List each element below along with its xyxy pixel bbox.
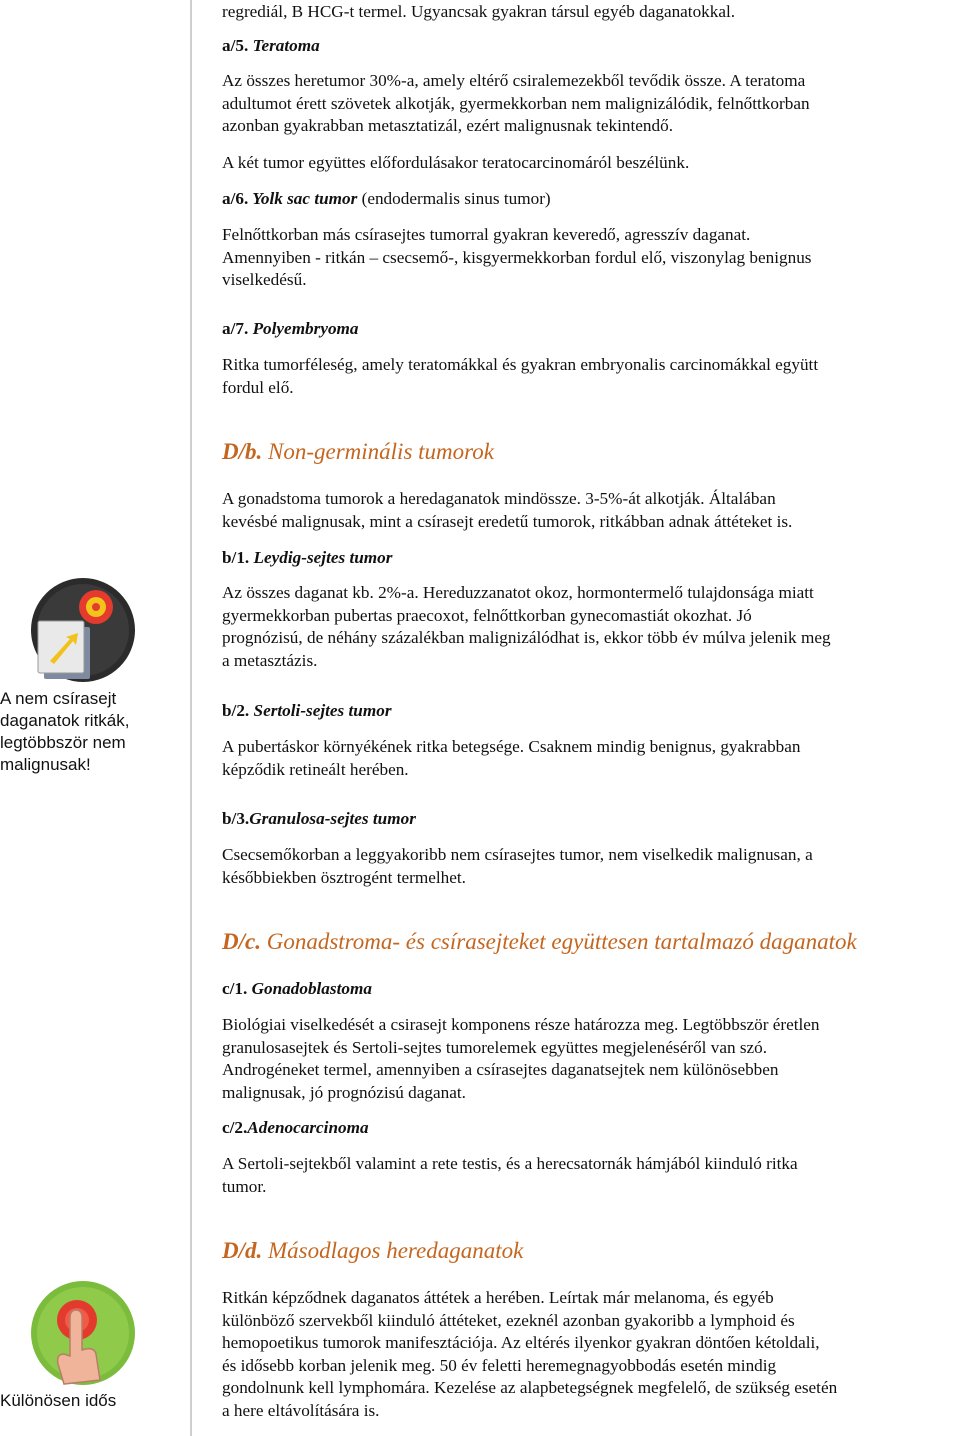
text-line: a here eltávolítására is. [222, 1400, 380, 1420]
section-heading-a6 [222, 188, 551, 211]
paragraph [222, 488, 957, 533]
paragraph [222, 1287, 957, 1423]
heading-title: Yolk sac tumor [252, 189, 358, 208]
heading-title: Gonadoblastoma [251, 979, 372, 998]
paragraph [222, 1014, 957, 1104]
finger-press-icon [30, 1280, 136, 1386]
text-line: azonban gyakrabban metasztatizál, ezért malignusnak tekintendő. [222, 116, 673, 136]
heading-title: Teratoma [252, 36, 320, 55]
text-line: A pubertáskor környékének ritka betegsége. Csaknem mindig benignus, gyakrabban [222, 737, 801, 756]
text-line: különböző szervekből kiinduló áttéteket, ezeknél azonban gyakoribb a lymphoid és [222, 1310, 795, 1330]
section-heading-c1 [222, 978, 372, 1001]
text-line: Ritkán képződnek daganatos áttétek a herében. Leírtak már melanoma, és egyéb [222, 1288, 774, 1307]
note-line: A nem csírasejt [0, 689, 117, 708]
text-line: Amennyiben - ritkán – csecsemő-, kisgyermekkorban fordul elő, viszonylag benignus [222, 247, 812, 267]
section-heading-b2 [222, 700, 392, 723]
paragraph [222, 1153, 957, 1198]
sidebar-note-1 [0, 688, 185, 776]
text-line: prognózisú, de néhány százalékban malignizálódhat is, ekkor több év múlva jelenik meg [222, 628, 831, 648]
text-line: Az összes heretumor 30%-a, amely eltérő csiralemezekből tevődik össze. A teratoma [222, 71, 806, 90]
heading-prefix: D/d. [222, 1238, 263, 1263]
text-line: adultumot érett szövetek alkotják, gyermekkorban nem malignizálódik, felnőttkorban [222, 93, 810, 113]
text-line: fordul elő. [222, 377, 294, 397]
section-heading-b1 [222, 547, 392, 570]
text-line: A Sertoli-sejtekből valamint a rete testis, és a herecsatornák hámjából kiinduló ritka [222, 1154, 798, 1173]
text-line: Felnőttkorban más csírasejtes tumorral gyakran keveredő, agresszív daganat. [222, 225, 751, 244]
sidebar [0, 0, 190, 1436]
heading-prefix: a/7. [222, 319, 249, 338]
note-line: legtöbbször nem [0, 733, 126, 752]
section-heading-dc [222, 928, 857, 956]
heading-prefix: D/b. [222, 439, 263, 464]
vertical-divider [190, 0, 192, 1436]
heading-title: Granulosa-sejtes tumor [249, 809, 416, 828]
section-heading-a5 [222, 35, 320, 58]
paragraph [222, 70, 957, 138]
heading-title: Sertoli-sejtes tumor [253, 701, 392, 720]
text-line: Biológiai viselkedését a csirasejt komponens része határozza meg. Legtöbbször éretlen [222, 1015, 820, 1034]
section-heading-db [222, 438, 494, 466]
heading-prefix: b/2. [222, 701, 250, 720]
heading-prefix: b/3. [222, 809, 250, 828]
section-heading-a7 [222, 318, 359, 341]
heading-prefix: c/1. [222, 979, 248, 998]
heading-title: Non-germinális tumorok [268, 439, 494, 464]
text-line: Ritka tumorféleség, amely teratomákkal és gyakran embryonalis carcinomákkal együtt [222, 355, 819, 374]
heading-prefix: a/5. [222, 36, 249, 55]
text-line: a metasztázis. [222, 650, 318, 670]
text-line: Az összes daganat kb. 2%-a. Hereduzzanatot okoz, hormontermelő tulajdonsága miatt [222, 583, 814, 602]
text-line: későbbiekben ösztrogént termelhet. [222, 867, 466, 887]
text-line: malignusak, jó prognózisú daganat. [222, 1082, 466, 1102]
text-line: és idősebb korban jelenik meg. 50 év feletti heremegnagyobbodás esetén mindig [222, 1355, 777, 1375]
text-line: viselkedésű. [222, 270, 307, 290]
text-line: Androgéneket termel, amennyiben a csírasejtes daganatsejtek nem különösebben [222, 1060, 779, 1080]
note-line: malignusak! [0, 755, 91, 774]
heading-prefix: c/2. [222, 1118, 248, 1137]
heading-title: Polyembryoma [252, 319, 359, 338]
note-line: daganatok ritkák, [0, 711, 130, 730]
heading-prefix: b/1. [222, 548, 250, 567]
text-line: A gonadstoma tumorok a heredaganatok mindössze. 3-5%-át alkotják. Általában [222, 489, 776, 508]
paragraph [222, 354, 957, 399]
text-line: hemopoetikus tumorok manifesztációja. Az eltérés ilyenkor gyakran döntően kétoldali, [222, 1333, 820, 1353]
intro-paragraph: regrediál, B HCG-t termel. Ugyancsak gyakran társul egyéb daganatokkal. [222, 2, 736, 21]
text-line: gondolnunk kell lymphomára. Kezelése az alapbetegségnek megfelelő, de szükség esetén [222, 1378, 838, 1398]
text-line: kevésbé malignusak, mint a csírasejt eredetű tumorok, ritkábban adnak áttéteket is. [222, 511, 793, 531]
heading-title: Gonadstroma- és csírasejteket együttesen tartalmazó daganatok [266, 929, 857, 954]
heading-title: Leydig-sejtes tumor [253, 548, 393, 567]
paragraph [222, 844, 957, 889]
pointer-target-icon [30, 577, 136, 683]
section-heading-c2 [222, 1117, 369, 1140]
heading-title: Adenocarcinoma [247, 1118, 369, 1137]
text-line: gyermekkorban pubertas praecoxot, felnőttkorban gynecomastiát okozhat. Jó [222, 605, 752, 625]
text-line: képződik retineált herében. [222, 759, 409, 779]
heading-suffix: (endodermalis sinus tumor) [357, 189, 551, 208]
section-heading-b3 [222, 808, 416, 831]
heading-prefix: D/c. [222, 929, 261, 954]
heading-title: Másodlagos heredaganatok [268, 1238, 524, 1263]
heading-prefix: a/6. [222, 189, 249, 208]
text-line: tumor. [222, 1176, 267, 1196]
paragraph [222, 736, 957, 781]
text-line: Csecsemőkorban a leggyakoribb nem csírasejtes tumor, nem viselkedik malignusan, a [222, 845, 813, 864]
paragraph: A két tumor együttes előfordulásakor teratocarcinomáról beszélünk. [222, 153, 690, 172]
section-heading-dd [222, 1237, 523, 1265]
paragraph [222, 582, 957, 672]
paragraph [222, 224, 957, 292]
sidebar-note-2: Különösen idős [0, 1391, 117, 1410]
text-line: granulosasejtek és Sertoli-sejtes tumorelemek együttes megjelenéséről van szó. [222, 1037, 768, 1057]
